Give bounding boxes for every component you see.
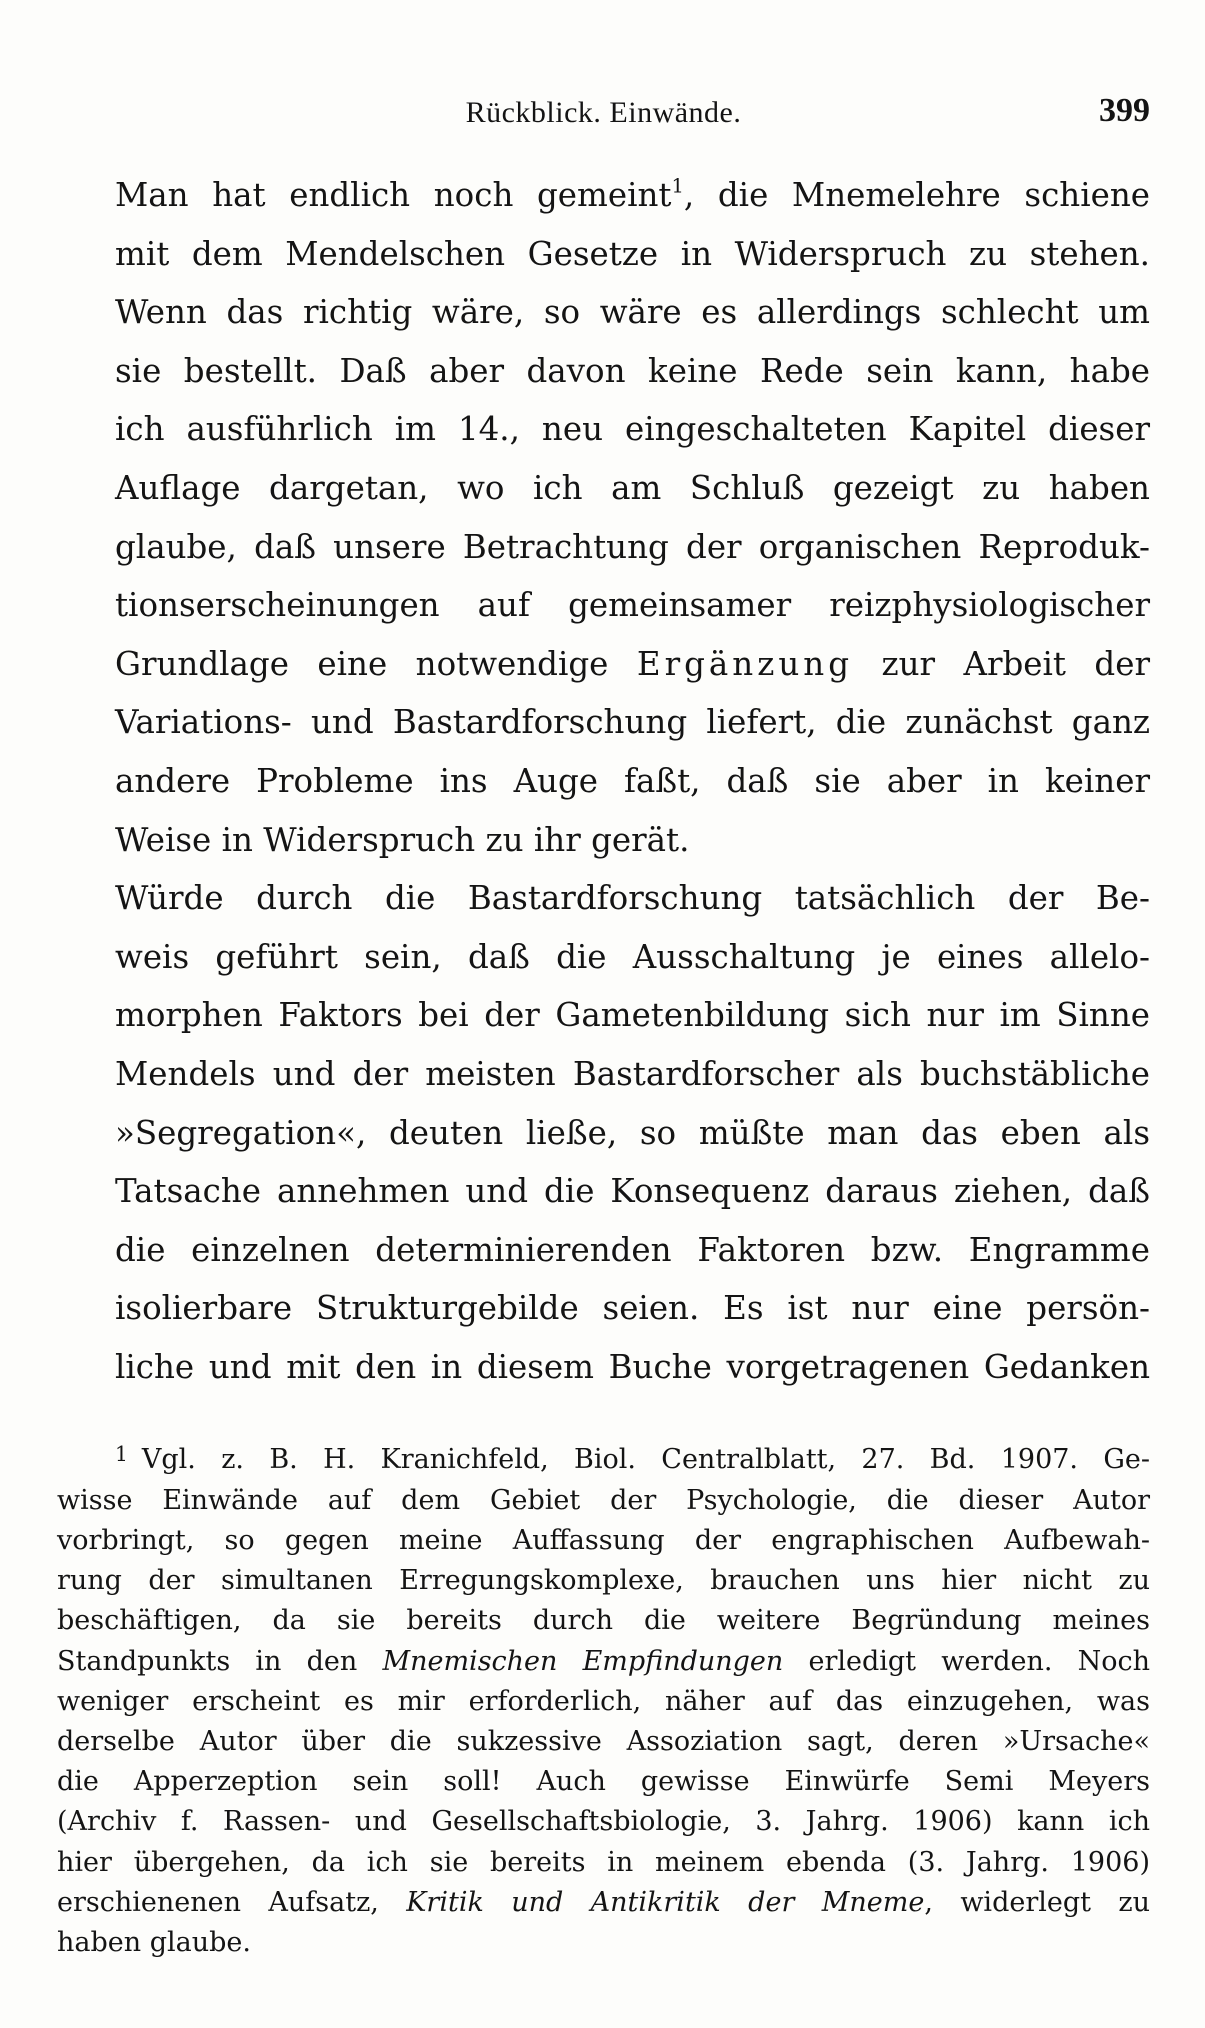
text-line: Tatsache annehmen und die Konsequenz daraus ziehen, daß [115,1172,1150,1211]
footnote-line: vorbringt, so gegen meine Auffassung der engraphischen Aufbewah- [57,1524,1150,1556]
text-line: sie bestellt. Daß aber davon keine Rede sein kann, habe [115,351,1150,390]
emphasis-spaced: Ergänzung [636,644,854,683]
footnote-line: die Apperzeption sein soll! Auch gewisse Einwürfe Semi Meyers [57,1766,1150,1798]
footnote-text: Vgl. z. B. H. Kranichfeld, Biol. Centralblatt, 27. Bd. 1907. Ge- [141,1444,1150,1476]
footnote [57,1434,1150,1963]
footnote-line [57,1642,1150,1682]
book-page [57,92,1150,1963]
footnote-line [57,1434,1150,1480]
text-line: Mendels und der meisten Bastardforscher als buchstäbliche [115,1054,1150,1093]
text-line [57,166,1150,225]
body-text [57,166,1150,1396]
text-line: die einzelnen determinierenden Faktoren bzw. Engramme [115,1230,1150,1269]
footnote-line: beschäftigen, da sie bereits durch die weitere Begründung meines [57,1605,1150,1637]
footnote-line: derselbe Autor über die sukzessive Assoziation sagt, deren »Ursache« [57,1725,1150,1757]
text-line: mit dem Mendelschen Gesetze in Widerspruch zu stehen. [115,234,1150,273]
text-line [57,635,1150,694]
text-line: morphen Faktors bei der Gametenbildung sich nur im Sinne [115,996,1150,1035]
running-title: Rückblick. Einwände. [465,96,742,129]
paragraph-2 [57,869,1150,1396]
line-text: Man hat endlich noch gemeint [115,176,672,214]
footnote-text: erschienenen Aufsatz, [57,1886,407,1918]
page-number: 399 [1099,92,1150,129]
text-line: tionserscheinungen auf gemeinsamer reizphysiologischer [115,586,1150,625]
running-head [57,92,1150,142]
line-text: Grundlage eine notwendige [115,644,637,683]
text-line: liche und mit den in diesem Buche vorgetragenen Gedanken [115,1347,1150,1386]
footnote-text: , widerlegt zu [924,1886,1150,1918]
cited-title: Mnemischen Empfindungen [382,1645,784,1677]
footnote-line [57,1883,1150,1923]
text-line: »Segregation«, deuten ließe, so müßte man das eben als [115,1113,1150,1152]
footnote-line: haben glaube. [57,1926,251,1958]
footnote-line: weniger erscheint es mir erforderlich, näher auf das einzugehen, was [57,1685,1150,1717]
footnote-text: Standpunkts in den [57,1645,383,1677]
text-line: Variations- und Bastardforschung liefert, die zunächst ganz [115,703,1150,742]
text-line: andere Probleme ins Auge faßt, daß sie aber in keiner [115,761,1150,800]
paragraph-1 [57,166,1150,869]
line-text: zur Arbeit der [853,644,1150,683]
text-line: Würde durch die Bastardforschung tatsächlich der Be- [115,879,1150,918]
line-text: , die Mnemelehre schiene [683,176,1150,214]
cited-title: Kritik und Antikritik der Mneme [406,1886,925,1918]
text-line: Wenn das richtig wäre, so wäre es allerdings schlecht um [115,293,1150,332]
text-line: Weise in Widerspruch zu ihr gerät. [115,820,690,859]
footnote-line: wisse Einwände auf dem Gebiet der Psychologie, die dieser Autor [57,1484,1150,1516]
footnote-reference[interactable]: 1 [671,174,684,198]
footnote-text: erledigt werden. Noch [783,1645,1151,1677]
text-line: isolierbare Strukturgebilde seien. Es ist nur eine persön- [115,1289,1150,1328]
footnote-line: (Archiv f. Rassen- und Gesellschaftsbiologie, 3. Jahrg. 1906) kann ich [57,1806,1150,1838]
footnote-line: hier übergehen, da ich sie bereits in meinem ebenda (3. Jahrg. 1906) [57,1846,1150,1878]
text-line: Auflage dargetan, wo ich am Schluß gezeigt zu haben [115,468,1150,507]
text-line: weis geführt sein, daß die Ausschaltung je eines allelo- [115,937,1150,976]
footnote-line: rung der simultanen Erregungskomplexe, brauchen uns hier nicht zu [57,1565,1150,1597]
text-line: glaube, daß unsere Betrachtung der organischen Reproduk- [115,527,1150,566]
text-line: ich ausführlich im 14., neu eingeschalteten Kapitel dieser [115,410,1150,449]
footnote-marker: 1 [115,1442,128,1467]
